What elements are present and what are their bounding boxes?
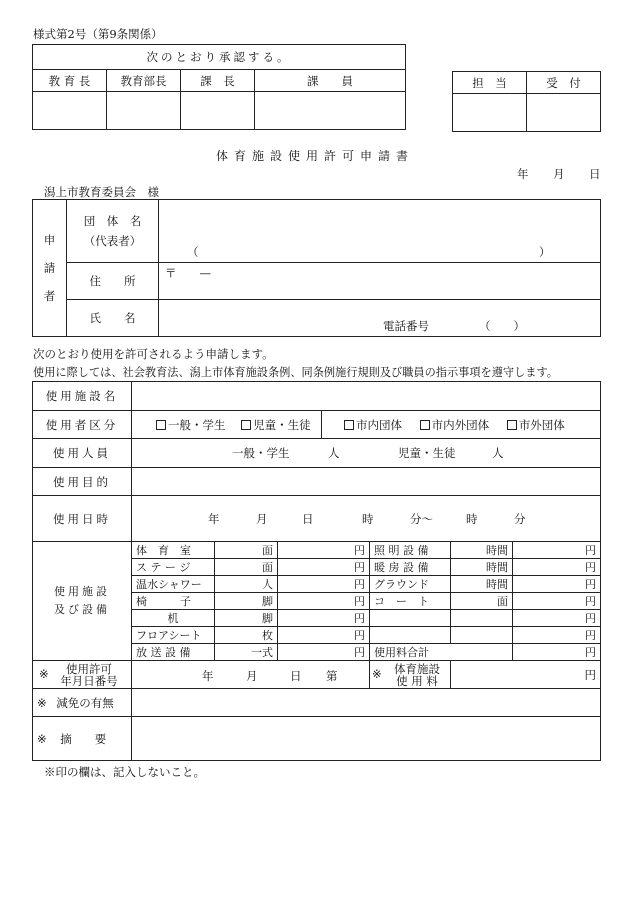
approval-stamp-cell[interactable] (255, 92, 406, 130)
facility-item-unit[interactable]: 枚 (215, 627, 278, 644)
checkbox-out-city[interactable]: 市外団体 (507, 418, 565, 432)
name-field[interactable] (159, 300, 601, 337)
facility-item-name: フロアシート (132, 627, 215, 644)
facility-item-name: 暖 房 設 備 (370, 559, 451, 576)
address-label: 住 所 (67, 263, 159, 300)
datetime-label: 使用日時 (33, 496, 132, 542)
exemption-field[interactable] (132, 689, 601, 717)
date-day: 日 (589, 167, 601, 181)
checkbox-in-out-city[interactable]: 市内外団体 (420, 418, 490, 432)
name-label: 氏 名 (67, 300, 159, 337)
facility-item-fee[interactable]: 円 (513, 593, 601, 610)
facility-item-fee[interactable]: 円 (278, 627, 370, 644)
facility-name-label: 使用施設名 (33, 382, 132, 411)
approval-col-staff: 課 員 (255, 70, 406, 92)
facility-item-unit[interactable]: 脚 (215, 610, 278, 627)
date-month: 月 (553, 167, 565, 181)
footnote: ※印の欄は、記入しないこと。 (44, 765, 205, 779)
facility-item-unit[interactable]: 一式 (215, 644, 278, 661)
approval-col-director: 教育部長 (107, 70, 181, 92)
receipt-stamp-cell[interactable] (453, 94, 527, 132)
fee-total-label: 使用料合計 (370, 644, 513, 661)
approval-stamp-cell[interactable] (107, 92, 181, 130)
org-label: 団 体 名 （代表者） (67, 200, 159, 263)
approval-col-section-chief: 課 長 (181, 70, 255, 92)
fee-total-field[interactable]: 円 (513, 644, 601, 661)
purpose-field[interactable] (132, 468, 601, 496)
fee-field[interactable]: 円 (451, 661, 601, 689)
facility-item-name: ス テ ー ジ (132, 559, 215, 576)
facility-item-name: コ ー ト (370, 593, 451, 610)
user-category-group-a (132, 411, 322, 439)
facility-item-fee[interactable]: 円 (278, 593, 370, 610)
checkbox-child[interactable]: 児童・生徒 (241, 418, 311, 432)
receipt-stamp-cell[interactable] (527, 94, 601, 132)
postal-mark: 〒 — (165, 266, 211, 280)
purpose-label: 使用目的 (33, 468, 132, 496)
facility-item-unit[interactable]: 人 (215, 576, 278, 593)
form-title: 体育施設使用許可申請書 (215, 149, 414, 163)
facility-item-unit[interactable]: 面 (215, 559, 278, 576)
facility-item-fee[interactable]: 円 (513, 576, 601, 593)
facility-item-fee[interactable]: 円 (513, 542, 601, 559)
address-field[interactable] (159, 263, 601, 300)
facility-item-fee[interactable]: 円 (278, 576, 370, 593)
permit-label: ※ 使用許可 年月日番号 (33, 661, 132, 689)
facility-item-fee[interactable]: 円 (278, 559, 370, 576)
receipt-table (452, 71, 601, 132)
facility-item-unit[interactable]: 脚 (215, 593, 278, 610)
form-number: 様式第2号（第9条関係） (33, 27, 163, 41)
facility-item-fee[interactable]: 円 (278, 610, 370, 627)
people-label: 使用人員 (33, 439, 132, 468)
approval-heading: 次のとおり承認する。 (33, 45, 406, 70)
applicant-table (32, 199, 601, 337)
facility-item-unit[interactable]: 時間 (451, 576, 513, 593)
facility-item-name (370, 627, 451, 644)
applicant-side-label: 申 請 者 (33, 200, 67, 337)
facility-item-fee[interactable]: 円 (278, 644, 370, 661)
intro-line-1: 次のとおり使用を許可されるよう申請します。 (33, 347, 274, 361)
people-field[interactable]: 一般・学生 人 児童・生徒 人 (132, 439, 601, 468)
facility-item-unit[interactable] (451, 627, 513, 644)
facility-item-unit[interactable]: 時間 (451, 559, 513, 576)
facility-item-name: グラウンド (370, 576, 451, 593)
facility-item-unit[interactable]: 面 (215, 542, 278, 559)
approval-stamp-cell[interactable] (33, 92, 107, 130)
intro-line-2: 使用に際しては、社会教育法、潟上市体育施設条例、同条例施行規則及び職員の指示事項を遵守します。 (33, 366, 558, 379)
approval-col-superintendent: 教 育 長 (33, 70, 107, 92)
receipt-col-handler: 担 当 (453, 72, 527, 94)
facility-item-name: 温水シャワー (132, 576, 215, 593)
facility-item-fee[interactable]: 円 (278, 542, 370, 559)
fee-label: ※ 体育施設 使 用 料 (370, 661, 451, 689)
facility-item-name: 机 (132, 610, 215, 627)
approval-table (32, 44, 406, 130)
facility-item-fee[interactable]: 円 (513, 610, 601, 627)
facility-item-name: 放 送 設 備 (132, 644, 215, 661)
facility-item-unit[interactable]: 面 (451, 593, 513, 610)
checkbox-general[interactable]: 一般・学生 (156, 418, 226, 432)
remarks-field[interactable] (132, 717, 601, 761)
remarks-label: ※ 摘 要 (33, 717, 132, 761)
facility-item-name: 照 明 設 備 (370, 542, 451, 559)
facilities-label: 使用施設 及び設備 (33, 542, 132, 661)
facility-item-fee[interactable]: 円 (513, 627, 601, 644)
facility-item-name: 体 育 室 (132, 542, 215, 559)
approval-stamp-cell[interactable] (181, 92, 255, 130)
facility-item-unit[interactable] (451, 610, 513, 627)
facility-name-field[interactable] (132, 382, 601, 411)
exemption-label: ※ 減免の有無 (33, 689, 132, 717)
checkbox-in-city[interactable]: 市内団体 (344, 418, 402, 432)
addressee: 潟上市教育委員会 様 (44, 185, 159, 199)
facility-item-name (370, 610, 451, 627)
phone-label: 電話番号 (383, 319, 429, 333)
user-category-group-b (322, 411, 601, 439)
permit-field[interactable]: 年 月 日 第 (132, 661, 370, 689)
user-category-label: 使用者区分 (33, 411, 132, 439)
datetime-field[interactable]: 年 月 日 時 分〜 時 分 (132, 496, 601, 542)
facility-item-unit[interactable]: 時間 (451, 542, 513, 559)
usage-table (32, 381, 601, 761)
facility-item-fee[interactable]: 円 (513, 559, 601, 576)
phone-paren: （ ） (479, 319, 525, 333)
facility-item-name: 椅 子 (132, 593, 215, 610)
org-field[interactable]: （ ） (159, 200, 601, 263)
date-year: 年 (517, 167, 529, 181)
receipt-col-received: 受 付 (527, 72, 601, 94)
